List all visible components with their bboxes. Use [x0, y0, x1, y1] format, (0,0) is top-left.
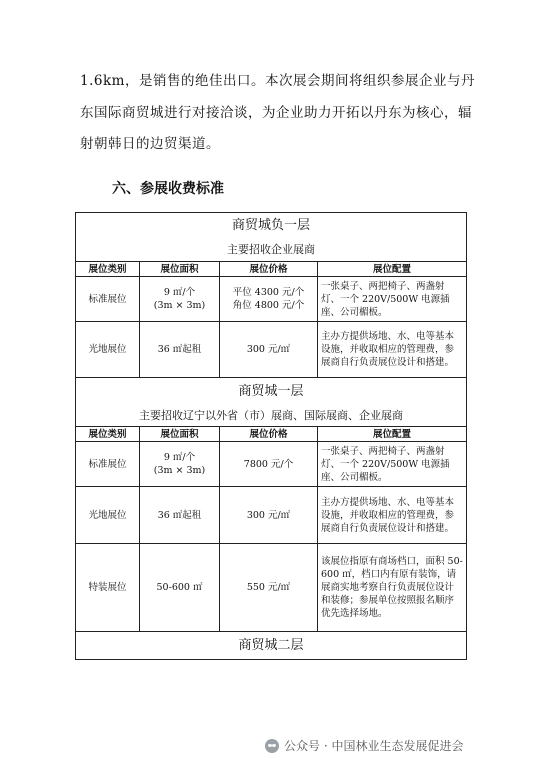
floor-title-row — [76, 213, 467, 239]
paragraph-line: 1.6km，是销售的绝佳出口。本次展会期间将组织参展企业与丹 — [80, 73, 475, 89]
booth-price: 550 元/㎡ — [220, 544, 318, 632]
header-type: 展位类别 — [76, 427, 140, 442]
header-row — [76, 262, 467, 277]
paragraph-line: 射朝韩日的边贸渠道。 — [80, 136, 220, 152]
floor-title-row — [76, 378, 467, 405]
intro-paragraph — [80, 66, 475, 161]
area-line: 9 ㎡/个 — [163, 452, 196, 463]
booth-type: 光地展位 — [76, 322, 140, 378]
header-price: 展位价格 — [220, 262, 318, 277]
floor-subtitle-row — [76, 239, 467, 262]
area-line: (3m × 3m) — [153, 300, 206, 311]
area-line: 9 ㎡/个 — [163, 287, 196, 298]
header-type: 展位类别 — [76, 262, 140, 277]
booth-area: 36 ㎡起租 — [140, 322, 220, 378]
paragraph-line: 东国际商贸城进行对接洽谈，为企业助力开拓以丹东为核心，辐 — [80, 104, 472, 121]
booth-price: 300 元/㎡ — [220, 322, 318, 378]
booth-price: 300 元/㎡ — [220, 487, 318, 544]
booth-config: 主办方提供场地、水、电等基本设施，并收取相应的管理费，参展商自行负责展位设计和搭建。 — [318, 322, 467, 378]
booth-type: 标准展位 — [76, 442, 140, 487]
watermark-text: 公众号 · 中国林业生态发展促进会 — [284, 739, 464, 753]
table-row — [76, 322, 467, 378]
booth-area: 36 ㎡起租 — [140, 487, 220, 544]
floor-subtitle-row — [76, 405, 467, 427]
table-row — [76, 544, 467, 632]
booth-config: 主办方提供场地、水、电等基本设施，并收取相应的管理费，参展商自行负责展位设计和搭建。 — [318, 487, 467, 544]
booth-config: 该展位指原有商场档口，面积 50-600 ㎡，档口内有原有装饰，请展商实地考察自行负责展位设计和装修；参展单位按照报名顺序优先选择场地。 — [318, 544, 467, 632]
booth-price: 7800 元/个 — [220, 442, 318, 487]
header-config: 展位配置 — [318, 262, 467, 277]
wechat-icon — [265, 739, 279, 753]
booth-config: 一张桌子、两把椅子、两盏射灯、一个 220V/500W 电源插座、公司楣板。 — [318, 442, 467, 487]
booth-area — [140, 277, 220, 322]
header-area: 展位面积 — [140, 427, 220, 442]
header-config: 展位配置 — [318, 427, 467, 442]
booth-type: 标准展位 — [76, 277, 140, 322]
table-row — [76, 442, 467, 487]
floor-title: 商贸城二层 — [76, 632, 467, 660]
header-price: 展位价格 — [220, 427, 318, 442]
table-row — [76, 277, 467, 322]
booth-type: 光地展位 — [76, 487, 140, 544]
booth-type: 特装展位 — [76, 544, 140, 632]
booth-price — [220, 277, 318, 322]
area-line: (3m × 3m) — [153, 465, 206, 476]
floor-subtitle: 主要招收企业展商 — [76, 239, 467, 262]
section-title: 六、参展收费标准 — [112, 181, 224, 197]
watermark — [265, 737, 463, 754]
table-row — [76, 487, 467, 544]
header-row — [76, 427, 467, 442]
booth-config: 一张桌子、两把椅子、两盏射灯、一个 220V/500W 电源插座、公司楣板。 — [318, 277, 467, 322]
floor-title-row — [76, 632, 467, 660]
price-line: 平位 4300 元/个 — [232, 287, 305, 298]
booth-area — [140, 442, 220, 487]
fee-table — [75, 212, 467, 660]
floor-title: 商贸城负一层 — [76, 213, 467, 239]
header-area: 展位面积 — [140, 262, 220, 277]
booth-area: 50-600 ㎡ — [140, 544, 220, 632]
floor-title: 商贸城一层 — [76, 378, 467, 405]
floor-subtitle: 主要招收辽宁以外省（市）展商、国际展商、企业展商 — [76, 405, 467, 427]
price-line: 角位 4800 元/个 — [232, 300, 305, 311]
